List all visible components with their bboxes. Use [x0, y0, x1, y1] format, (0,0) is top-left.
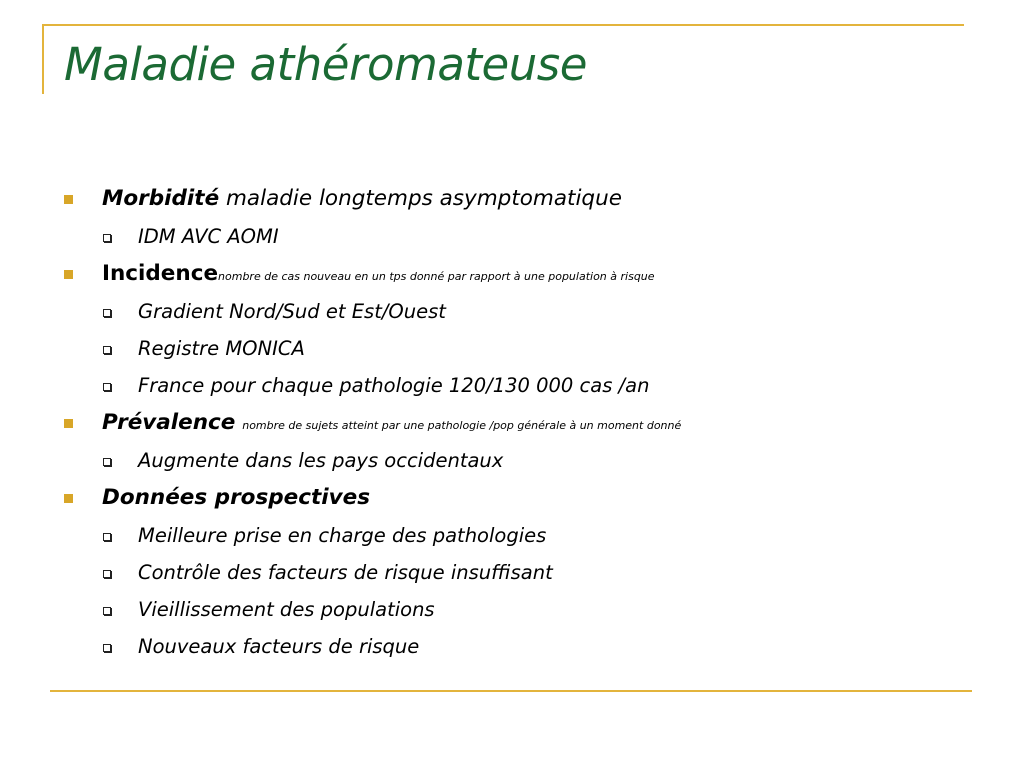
bullet-label: Morbidité — [102, 186, 220, 211]
bullet-item-prevalence — [60, 404, 960, 442]
sub-bullet-text: France pour chaque pathologie 120/130 000 cas /an — [138, 374, 650, 397]
slide-title: Maladie athéromateuse — [64, 38, 587, 91]
bullet-item-donnees — [60, 479, 960, 517]
sub-bullet-text: Meilleure prise en charge des pathologies — [138, 524, 547, 547]
square-bullet-icon — [64, 195, 73, 204]
bullet-list — [60, 180, 960, 665]
bullet-text: maladie longtemps asymptomatique — [219, 186, 622, 211]
hollow-square-bullet-icon — [103, 644, 111, 652]
square-bullet-icon — [64, 270, 73, 279]
hollow-square-bullet-icon — [103, 570, 111, 578]
sub-bullet-item — [60, 367, 960, 404]
hollow-square-bullet-icon — [103, 383, 111, 391]
hollow-square-bullet-icon — [103, 234, 111, 242]
sub-bullet-item — [60, 330, 960, 367]
bullet-label: Données prospectives — [102, 485, 370, 510]
sub-bullet-item — [60, 442, 960, 479]
sub-bullet-text: Registre MONICA — [138, 337, 305, 360]
hollow-square-bullet-icon — [103, 607, 111, 615]
sub-bullet-text: IDM AVC AOMI — [138, 225, 279, 248]
bullet-label: Prévalence — [102, 410, 236, 435]
hollow-square-bullet-icon — [103, 458, 111, 466]
bullet-note: nombre de sujets atteint par une pathologie /pop générale à un moment donné — [242, 419, 682, 432]
left-border-line — [42, 24, 44, 94]
square-bullet-icon — [64, 419, 73, 428]
sub-bullet-item — [60, 628, 960, 665]
bottom-border-line — [50, 690, 972, 692]
sub-bullet-item — [60, 293, 960, 330]
sub-bullet-text: Gradient Nord/Sud et Est/Ouest — [138, 300, 446, 323]
sub-bullet-item — [60, 517, 960, 554]
sub-bullet-item — [60, 218, 960, 255]
sub-bullet-item — [60, 554, 960, 591]
hollow-square-bullet-icon — [103, 309, 111, 317]
sub-bullet-text: Contrôle des facteurs de risque insuffisant — [138, 561, 553, 584]
bullet-label: Incidence — [102, 261, 219, 286]
sub-bullet-item — [60, 591, 960, 628]
sub-bullet-text: Nouveaux facteurs de risque — [138, 635, 420, 658]
square-bullet-icon — [64, 494, 73, 503]
bullet-item-incidence — [60, 255, 960, 293]
top-border-line — [42, 24, 964, 26]
hollow-square-bullet-icon — [103, 346, 111, 354]
bullet-note: nombre de cas nouveau en un tps donné par rapport à une population à risque — [218, 270, 655, 283]
sub-bullet-text: Augmente dans les pays occidentaux — [138, 449, 504, 472]
bullet-item-morbidite — [60, 180, 960, 218]
sub-bullet-text: Vieillissement des populations — [138, 598, 435, 621]
hollow-square-bullet-icon — [103, 533, 111, 541]
